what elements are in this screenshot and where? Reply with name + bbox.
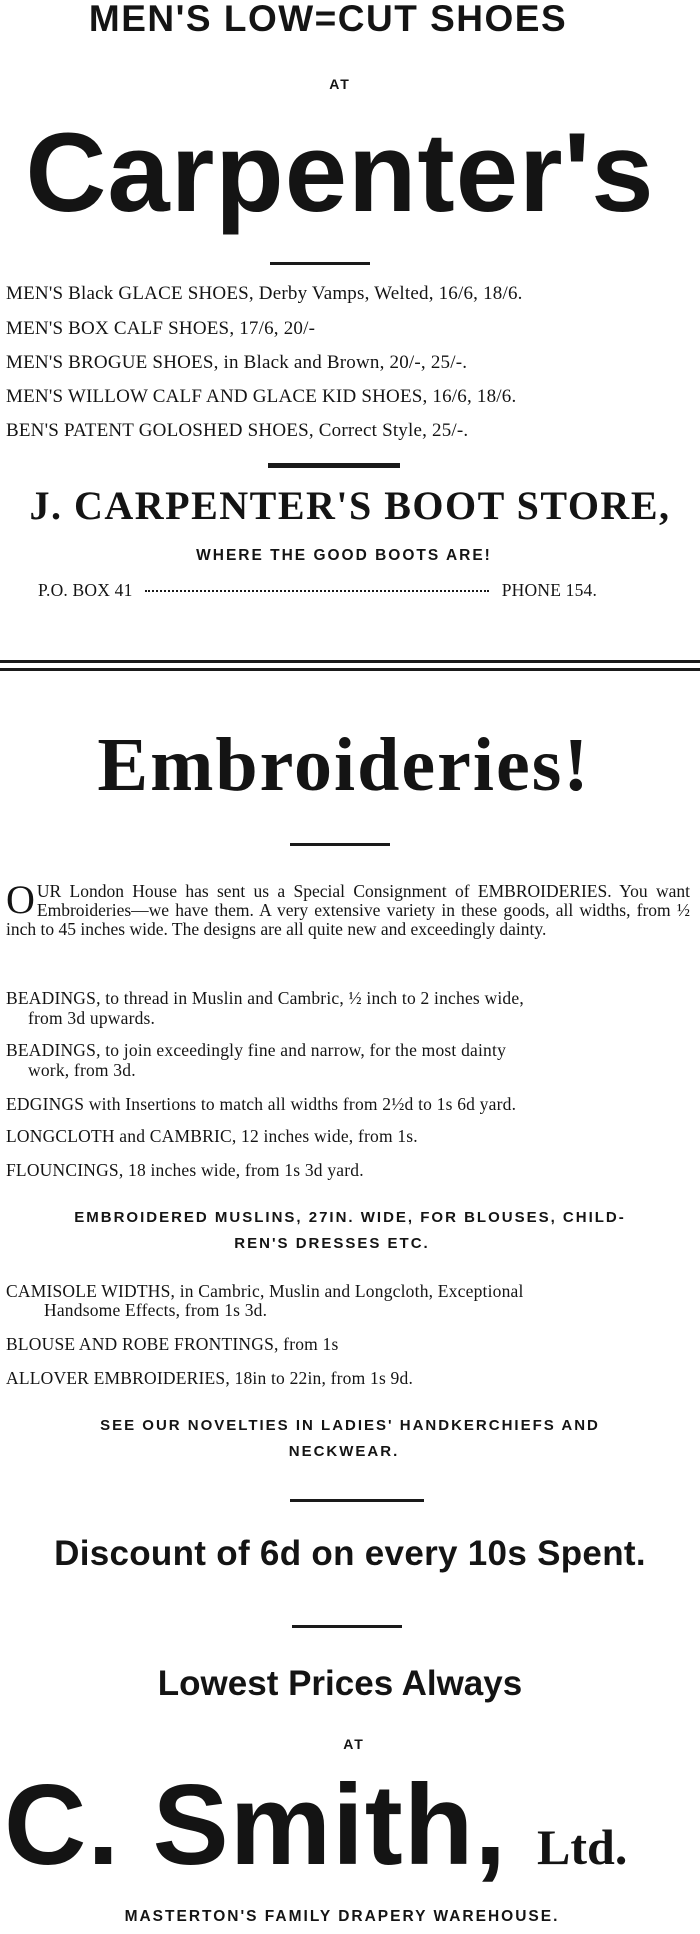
smith-novelties-line1: SEE OUR NOVELTIES IN LADIES' HANDKERCHIEFS AND <box>100 1417 600 1434</box>
smith-allover: ALLOVER EMBROIDERIES, 18in to 22in, from 1s 9d. <box>6 1368 414 1388</box>
section-separator-bottom <box>0 668 700 671</box>
divider-rule <box>292 1625 402 1628</box>
smith-company-suffix: Ltd. <box>537 1819 628 1875</box>
dot-leader <box>145 590 489 592</box>
smith-flouncings: FLOUNCINGS, 18 inches wide, from 1s 3d yard. <box>6 1160 364 1180</box>
divider-rule <box>268 463 400 468</box>
carpenter-headline: MEN'S LOW=CUT SHOES <box>88 0 568 39</box>
smith-longcloth: LONGCLOTH and CAMBRIC, 12 inches wide, from 1s. <box>6 1126 418 1146</box>
smith-at: AT <box>343 1736 365 1752</box>
smith-muslins-line1: EMBROIDERED MUSLINS, 27IN. WIDE, FOR BLOUSES, CHILD- <box>74 1209 626 1226</box>
smith-beadings-2-line1: BEADINGS, to join exceedingly fine and narrow, for the most dainty <box>6 1040 507 1060</box>
smith-beadings-2 <box>6 1040 506 1080</box>
smith-beadings-1-line2: from 3d upwards. <box>28 1008 156 1028</box>
smith-blouse: BLOUSE AND ROBE FRONTINGS, from 1s <box>6 1334 339 1354</box>
smith-beadings-1-line1: BEADINGS, to thread in Muslin and Cambric, ½ inch to 2 inches wide, <box>6 988 524 1008</box>
carpenter-item-4: MEN'S WILLOW CALF AND GLACE KID SHOES, 16/6, 18/6. <box>6 386 517 407</box>
smith-intro-paragraph <box>6 877 690 939</box>
smith-discount: Discount of 6d on every 10s Spent. <box>54 1534 646 1573</box>
carpenter-store-name: Carpenter's <box>25 110 655 235</box>
carpenter-item-3: MEN'S BROGUE SHOES, in Black and Brown, 20/-, 25/-. <box>6 352 468 373</box>
smith-beadings-1 <box>6 988 524 1028</box>
carpenter-item-1: MEN'S Black GLACE SHOES, Derby Vamps, Welted, 16/6, 18/6. <box>6 283 523 304</box>
divider-rule <box>290 1499 424 1502</box>
carpenter-store-full: J. CARPENTER'S BOOT STORE, <box>29 483 671 528</box>
smith-muslins-line2: REN'S DRESSES ETC. <box>234 1235 430 1252</box>
smith-beadings-2-line2: work, from 3d. <box>28 1060 136 1080</box>
section-separator-top <box>0 660 700 663</box>
carpenter-po-box: P.O. BOX 41 <box>38 580 133 600</box>
smith-novelties-line2: NECKWEAR. <box>288 1443 400 1460</box>
smith-dropcap: O <box>6 877 35 922</box>
carpenter-item-5: BEN'S PATENT GOLOSHED SHOES, Correct Style, 25/-. <box>6 420 469 441</box>
smith-camisole <box>6 1282 524 1320</box>
smith-headline: Embroideries! <box>97 723 591 807</box>
carpenter-at: AT <box>329 76 351 92</box>
carpenter-item-2: MEN'S BOX CALF SHOES, 17/6, 20/- <box>6 318 316 339</box>
smith-camisole-line1: CAMISOLE WIDTHS, in Cambric, Muslin and Longcloth, Exceptional <box>6 1281 524 1301</box>
smith-company-line <box>0 1762 700 1889</box>
smith-camisole-line2: Handsome Effects, from 1s 3d. <box>44 1300 268 1320</box>
smith-company-name: C. Smith, <box>4 1762 508 1889</box>
carpenter-contact-row <box>38 580 646 601</box>
divider-rule <box>290 843 390 846</box>
carpenter-phone: PHONE 154. <box>501 580 598 600</box>
smith-edgings: EDGINGS with Insertions to match all widths from 2½d to 1s 6d yard. <box>6 1094 517 1114</box>
smith-intro-text: UR London House has sent us a Special Consignment of EMBROIDERIES. You want Embroideries—we have them. A very extensive variety in these goods, all widths, from ½ inch to 45 inches wide. The designs are all quite new and exceedingly dainty. <box>6 881 690 939</box>
smith-warehouse: MASTERTON'S FAMILY DRAPERY WAREHOUSE. <box>124 1908 560 1925</box>
smith-lowest-prices: Lowest Prices Always <box>157 1664 523 1703</box>
carpenter-tagline: WHERE THE GOOD BOOTS ARE! <box>196 547 492 564</box>
divider-rule <box>270 262 370 265</box>
